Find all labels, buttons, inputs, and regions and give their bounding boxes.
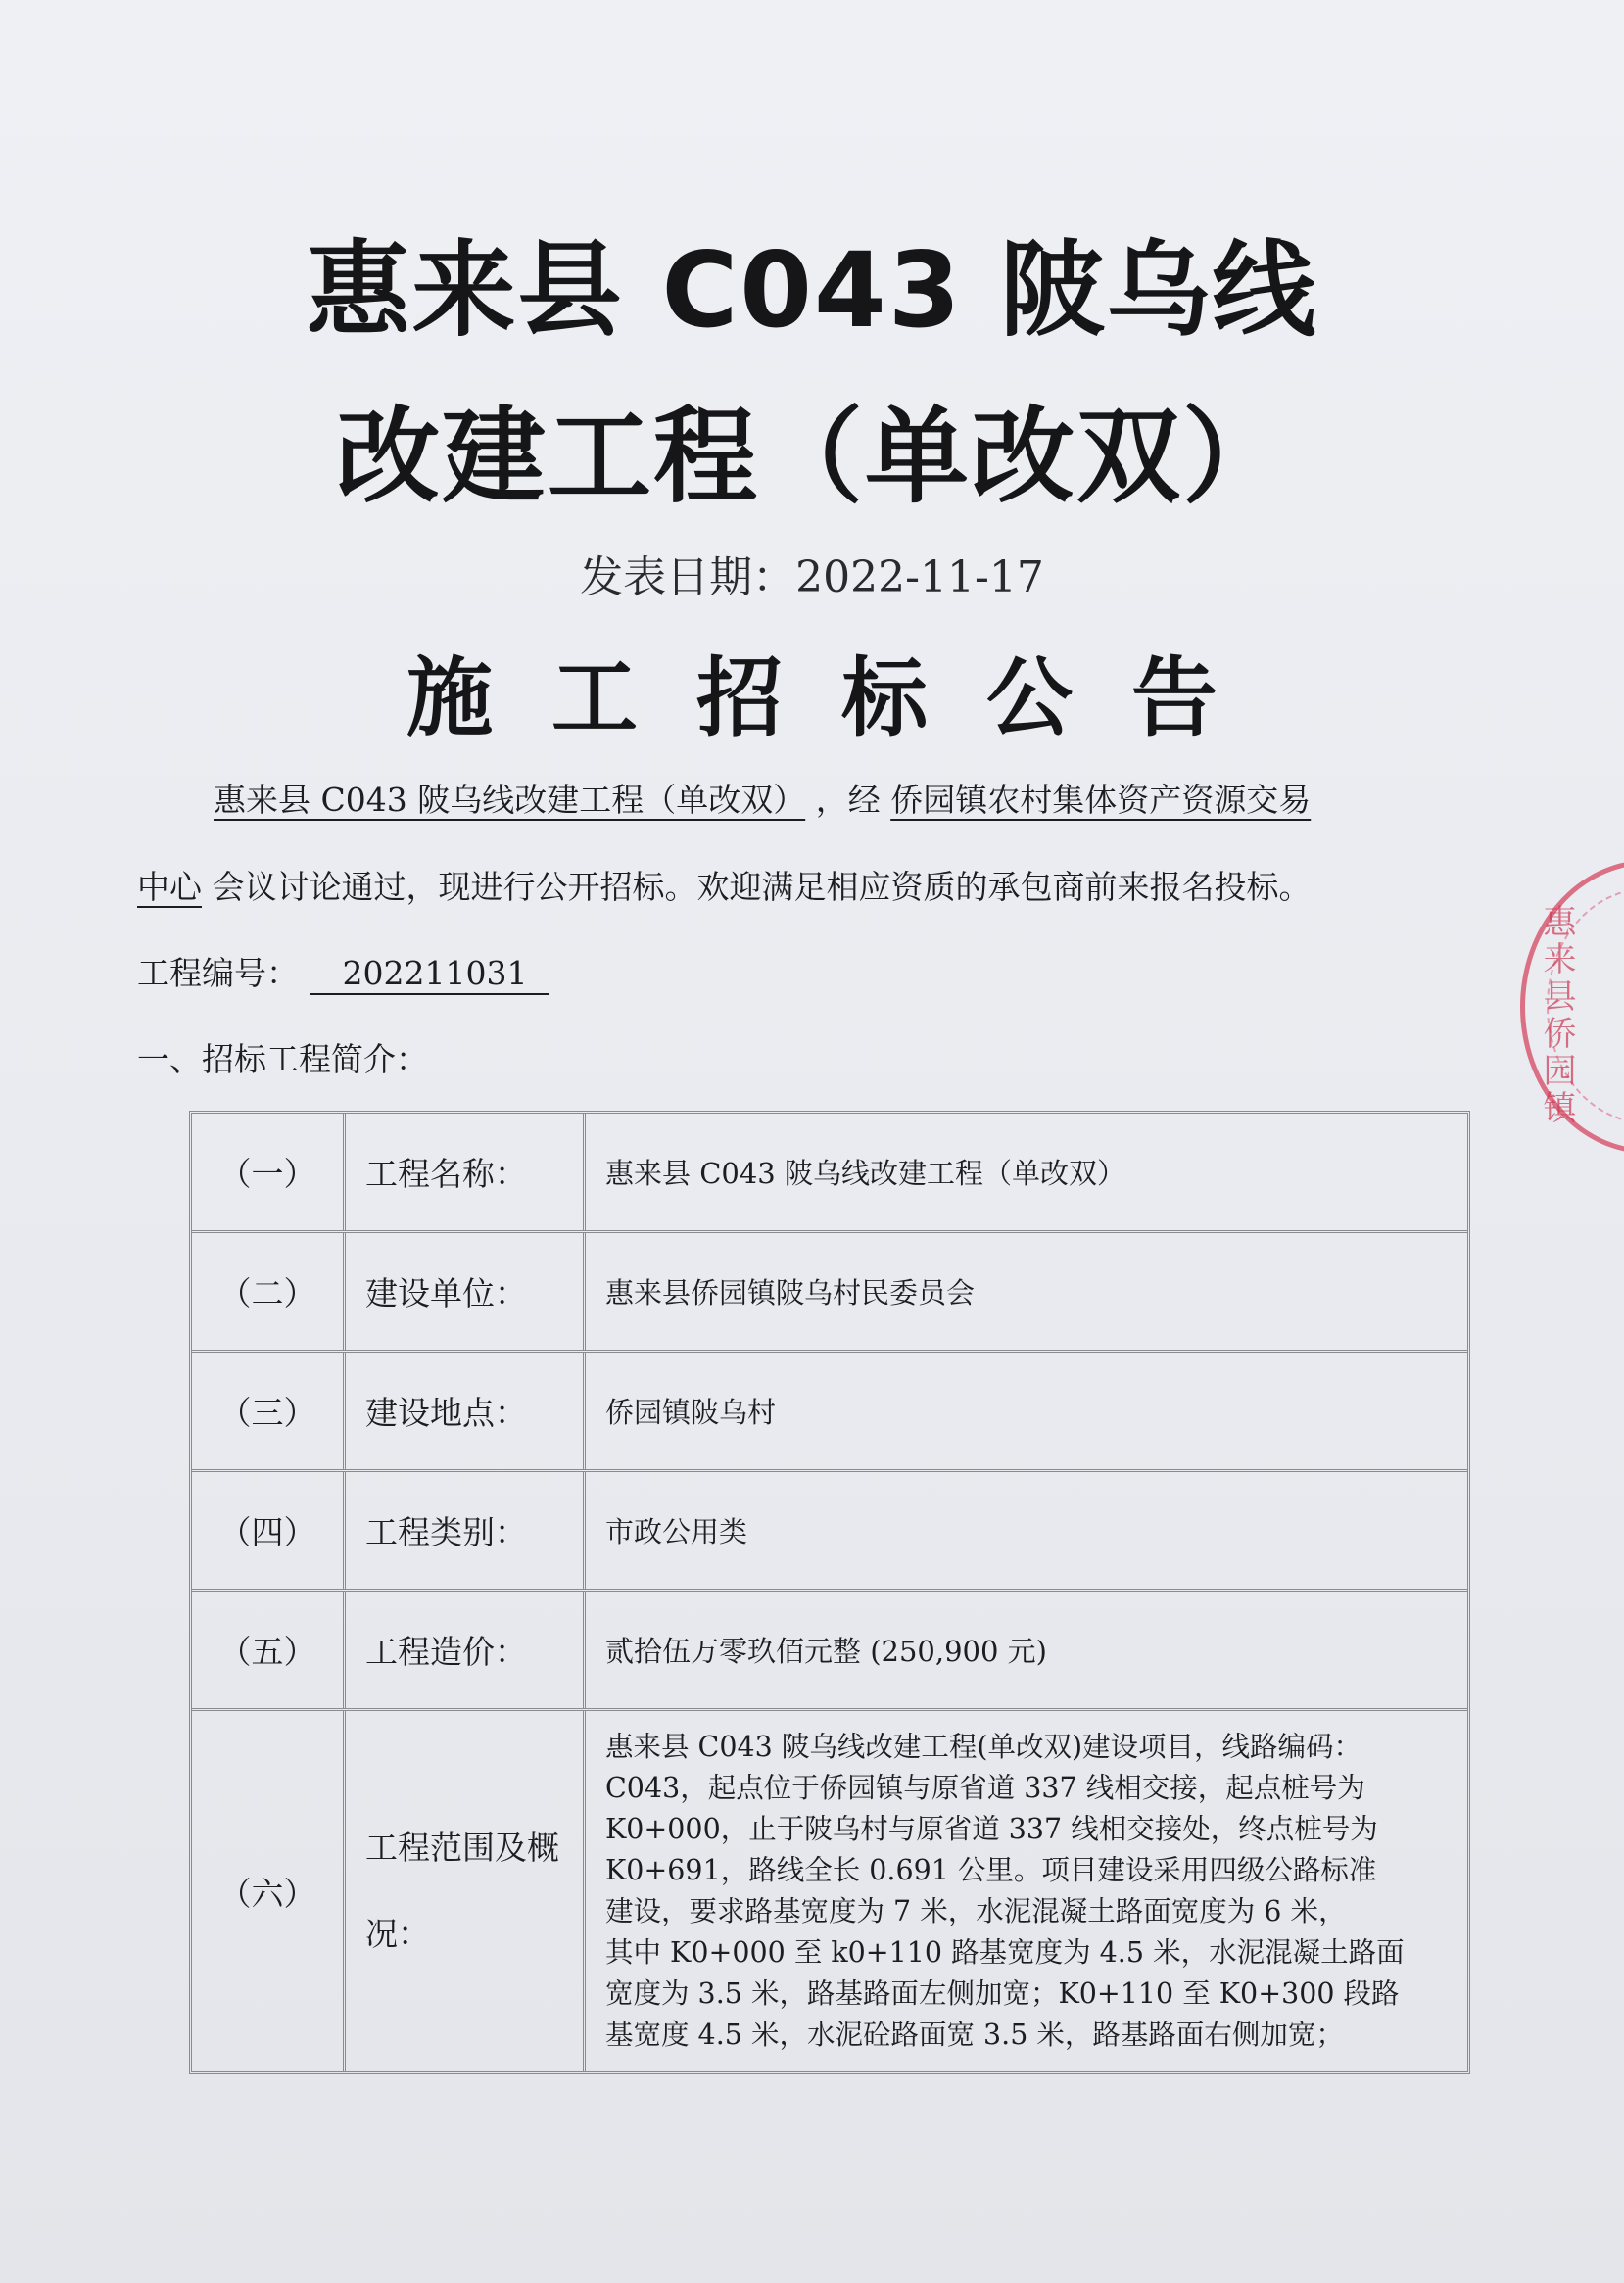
scope-line: 惠来县 C043 陂乌线改建工程(单改双)建设项目，线路编码：	[605, 1731, 1362, 1763]
project-number-label: 工程编号：	[137, 954, 299, 992]
row-label: 工程类别：	[346, 1472, 586, 1589]
official-seal-stamp	[1520, 860, 1624, 1154]
table-row	[192, 1711, 1467, 2071]
project-number-value: 202211031	[310, 954, 549, 995]
row-label: 工程范围及概况：	[346, 1711, 586, 2071]
row-value: 惠来县 C043 陂乌线改建工程（单改双）	[605, 1157, 1125, 1190]
intro-paragraph-line-2	[137, 866, 1312, 909]
scope-line: 基宽度 4.5 米，水泥砼路面宽 3.5 米，路基路面右侧加宽；	[605, 2019, 1344, 2051]
table-row	[192, 1114, 1467, 1233]
row-value: 惠来县侨园镇陂乌村民委员会	[605, 1276, 976, 1309]
row-value: 侨园镇陂乌村	[605, 1396, 777, 1429]
table-row	[192, 1233, 1467, 1353]
project-name-reference: 惠来县 C043 陂乌线改建工程（单改双）	[214, 781, 806, 819]
seal-text: 惠来县侨园镇	[1537, 904, 1576, 1127]
scope-line: 宽度为 3.5 米，路基路面左侧加宽；K0+110 至 K0+300 段路	[605, 1977, 1400, 2010]
authority-name-part-1: 侨园镇农村集体资产资源交易	[890, 781, 1312, 819]
row-number: （四）	[192, 1472, 346, 1589]
row-label: 工程造价：	[346, 1592, 586, 1708]
document-title-line-1: 惠来县 C043 陂乌线	[306, 230, 1318, 351]
intro-joiner: ，经	[815, 781, 881, 819]
row-value: 市政公用类	[605, 1515, 748, 1548]
intro-remainder: 会议讨论通过，现进行公开招标。欢迎满足相应资质的承包商前来报名投标。	[212, 868, 1312, 906]
project-number-line	[137, 952, 549, 995]
notice-heading: 施工招标公告	[406, 647, 1276, 748]
table-row	[192, 1472, 1467, 1592]
scope-line: K0+000，止于陂乌村与原省道 337 线相交接处，终点桩号为	[605, 1813, 1378, 1845]
row-value-multiline	[586, 1711, 1467, 2071]
row-label: 建设单位：	[346, 1233, 586, 1350]
row-number: （五）	[192, 1592, 346, 1708]
row-number: （三）	[192, 1353, 346, 1469]
scope-line: 其中 K0+000 至 k0+110 路基宽度为 4.5 米，水泥混凝土路面	[605, 1936, 1405, 1969]
row-label: 建设地点：	[346, 1353, 586, 1469]
document-title-line-2: 改建工程（单改双）	[336, 397, 1288, 517]
table-row	[192, 1353, 1467, 1472]
table-row	[192, 1592, 1467, 1711]
row-label: 工程名称：	[346, 1114, 586, 1230]
row-number: （一）	[192, 1114, 346, 1230]
publish-date: 发表日期：2022-11-17	[580, 552, 1044, 602]
row-value: 贰拾伍万零玖佰元整 (250,900 元)	[605, 1635, 1047, 1668]
scope-line: C043，起点位于侨园镇与原省道 337 线相交接，起点桩号为	[605, 1772, 1365, 1804]
row-number: （二）	[192, 1233, 346, 1350]
row-number: （六）	[192, 1711, 346, 2071]
intro-paragraph-line-1	[214, 779, 1311, 822]
scope-line: 建设，要求路基宽度为 7 米，水泥混凝土路面宽度为 6 米，	[605, 1895, 1347, 1927]
scope-line: K0+691，路线全长 0.691 公里。项目建设采用四级公路标准	[605, 1854, 1377, 1886]
authority-name-part-2: 中心	[137, 868, 202, 906]
section-one-heading: 一、招标工程简介：	[137, 1040, 428, 1078]
project-info-table	[189, 1111, 1470, 2074]
